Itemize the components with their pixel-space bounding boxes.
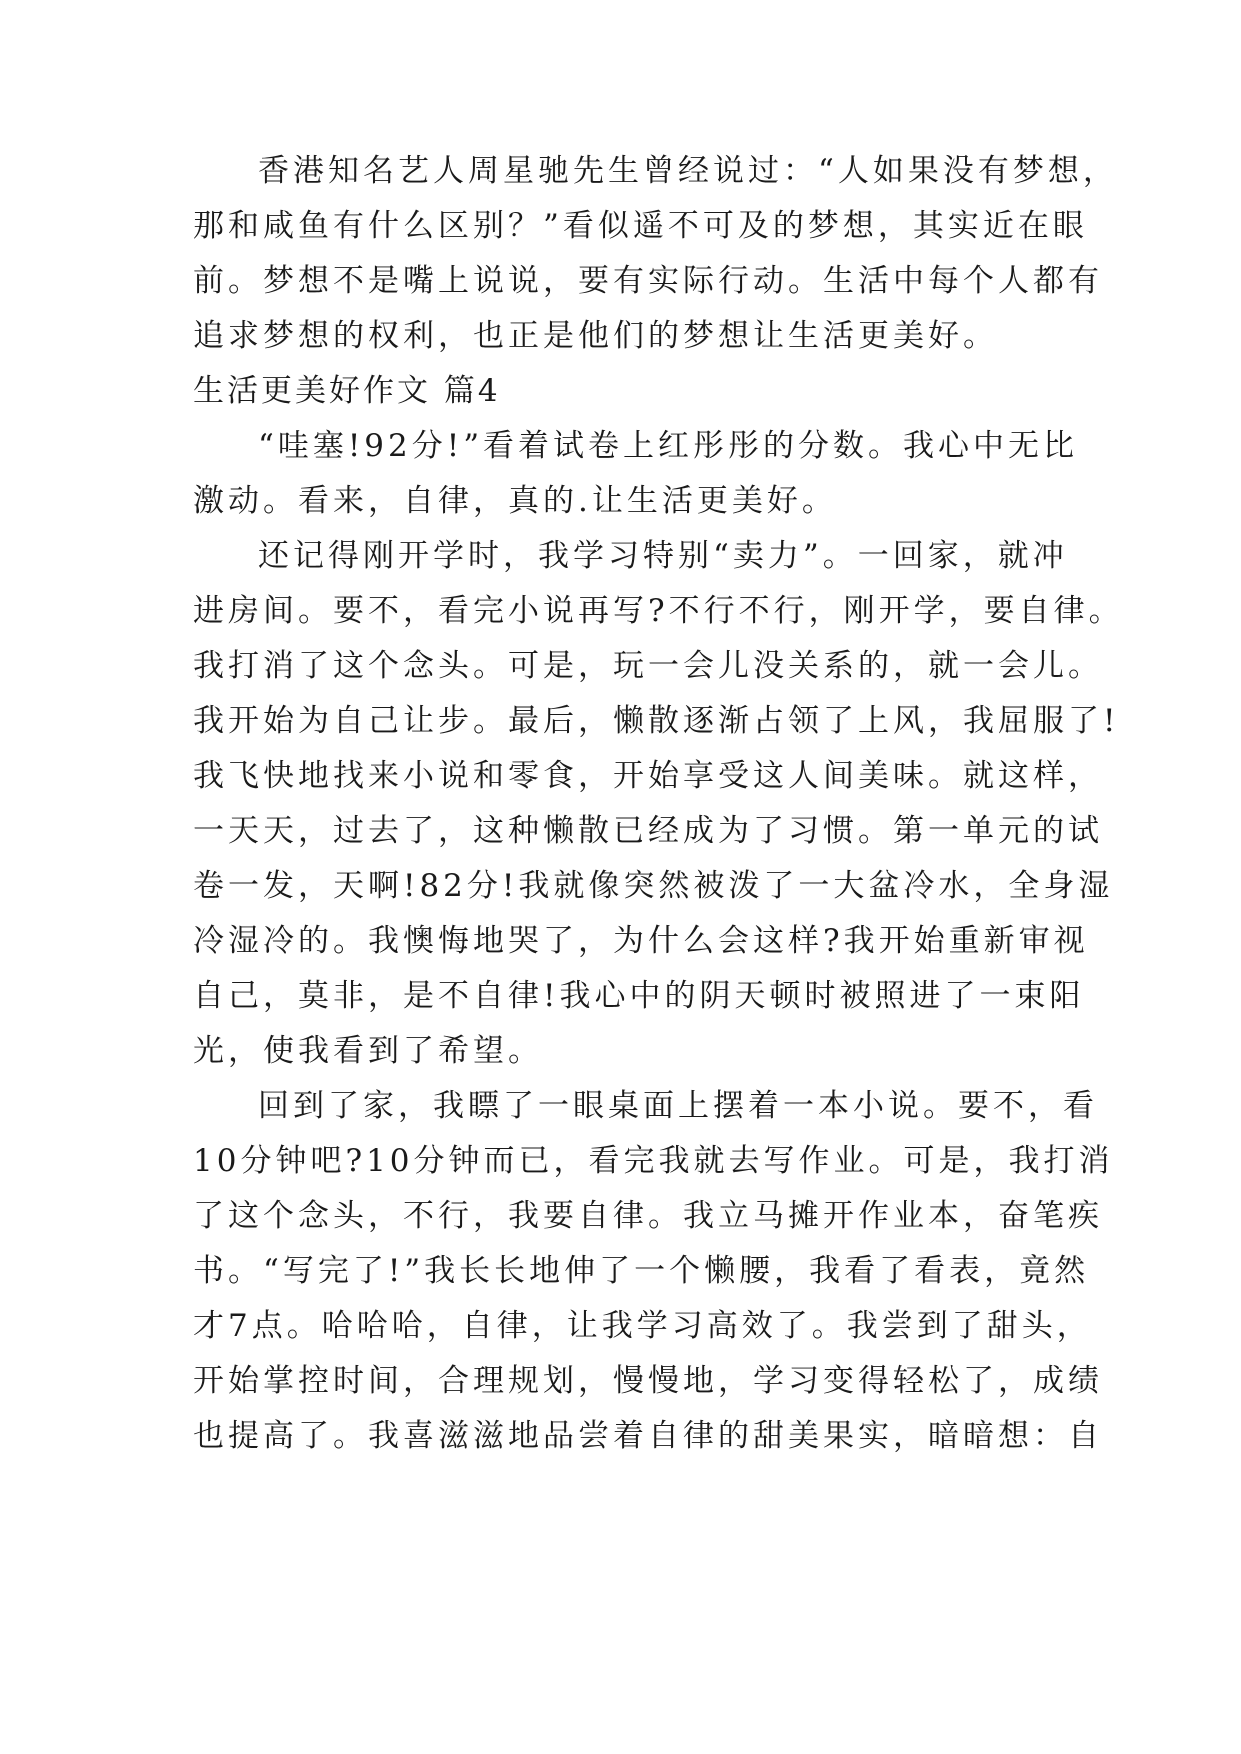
paragraph-line: 香港知名艺人周星驰先生曾经说过：“人如果没有梦想， bbox=[258, 153, 1118, 189]
paragraph-line: 自己，莫非，是不自律!我心中的阴天顿时被照进了一束阳 bbox=[193, 978, 1085, 1014]
paragraph-line: 回到了家，我瞟了一眼桌面上摆着一本小说。要不，看 bbox=[258, 1088, 1098, 1124]
paragraph-line: 冷湿冷的。我懊悔地哭了，为什么会这样?我开始重新审视 bbox=[193, 923, 1089, 959]
paragraph-line: 前。梦想不是嘴上说说，要有实际行动。生活中每个人都有 bbox=[193, 263, 1103, 299]
paragraph-line: 我开始为自己让步。最后，懒散逐渐占领了上风，我屈服了! bbox=[193, 703, 1120, 739]
paragraph-line: 追求梦想的权利，也正是他们的梦想让生活更美好。 bbox=[193, 318, 998, 354]
paragraph-line: 我飞快地找来小说和零食，开始享受这人间美味。就这样， bbox=[193, 758, 1103, 794]
paragraph-line: 激动。看来，自律，真的.让生活更美好。 bbox=[193, 483, 837, 519]
paragraph-line: 了这个念头，不行，我要自律。我立马摊开作业本，奋笔疾 bbox=[193, 1198, 1103, 1234]
paragraph-line: 书。“写完了!”我长长地伸了一个懒腰，我看了看表，竟然 bbox=[193, 1253, 1090, 1289]
paragraph-line: 卷一发，天啊!82分!我就像突然被泼了一大盆冷水，全身湿 bbox=[193, 868, 1114, 904]
paragraph-line: 还记得刚开学时，我学习特别“卖力”。一回家，就冲 bbox=[258, 538, 1068, 574]
paragraph-line: 才7点。哈哈哈，自律，让我学习高效了。我尝到了甜头， bbox=[193, 1308, 1092, 1344]
paragraph-line: 开始掌控时间，合理规划，慢慢地，学习变得轻松了，成绩 bbox=[193, 1363, 1103, 1399]
paragraph-line: 进房间。要不，看完小说再写?不行不行，刚开学，要自律。 bbox=[193, 593, 1124, 629]
paragraph-line: 那和咸鱼有什么区别？”看似遥不可及的梦想，其实近在眼 bbox=[193, 208, 1088, 244]
paragraph-line: 也提高了。我喜滋滋地品尝着自律的甜美果实，暗暗想：自 bbox=[193, 1418, 1103, 1454]
section-heading: 生活更美好作文 篇4 bbox=[193, 373, 501, 409]
paragraph-line: “哇塞!92分!”看着试卷上红彤彤的分数。我心中无比 bbox=[258, 428, 1079, 464]
paragraph-line: 我打消了这个念头。可是，玩一会儿没关系的，就一会儿。 bbox=[193, 648, 1103, 684]
paragraph-line: 光，使我看到了希望。 bbox=[193, 1033, 543, 1069]
paragraph-line: 一天天，过去了，这种懒散已经成为了习惯。第一单元的试 bbox=[193, 813, 1103, 849]
paragraph-line: 10分钟吧?10分钟而已，看完我就去写作业。可是，我打消 bbox=[193, 1143, 1114, 1179]
